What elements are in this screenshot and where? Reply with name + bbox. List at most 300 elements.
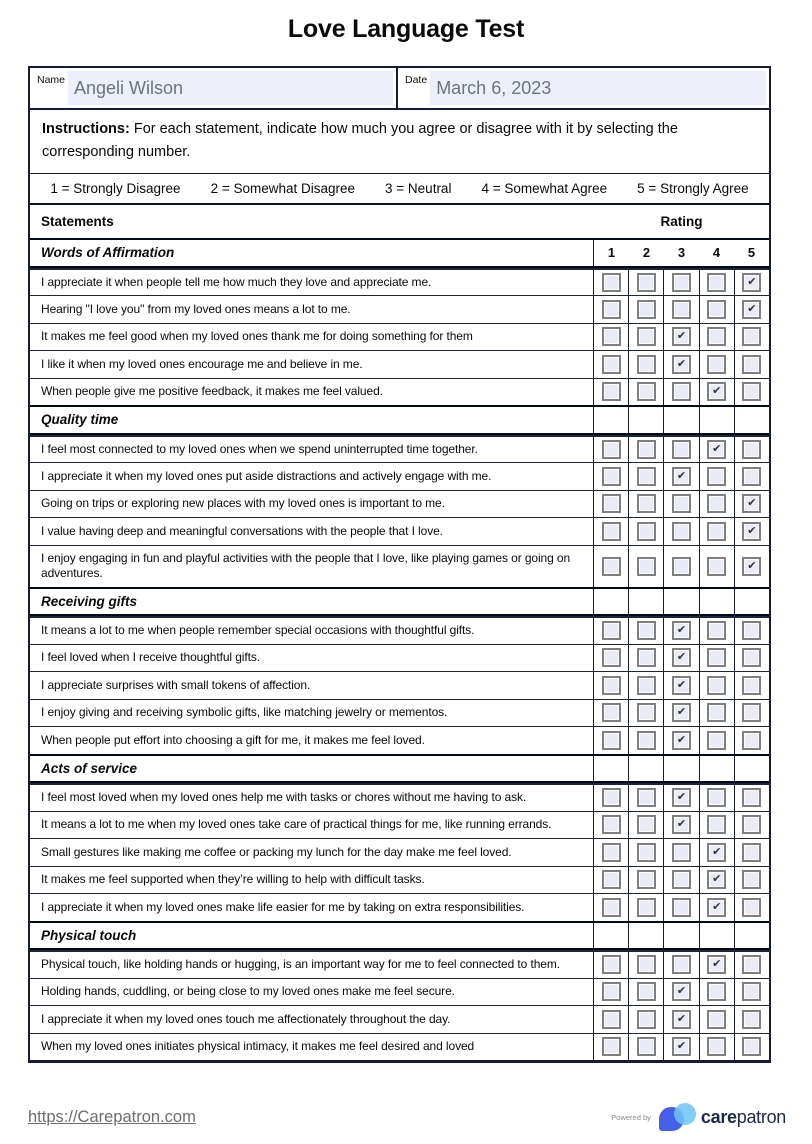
rating-checkbox-checked[interactable]: ✔ (672, 327, 691, 346)
statement-row (30, 644, 769, 672)
rating-cell (699, 437, 734, 463)
statement-row (30, 978, 769, 1006)
statement-text: Physical touch, like holding hands or hugging, is an important way for me to feel connected to them. (30, 952, 594, 978)
rating-cell (594, 518, 628, 545)
rating-cell (699, 727, 734, 754)
statement-row (30, 545, 769, 587)
rating-cell (594, 812, 628, 839)
section-header-row (30, 921, 769, 951)
rating-cell (594, 672, 628, 699)
rating-checkbox-checked[interactable]: ✔ (672, 731, 691, 750)
rating-checkbox[interactable] (707, 1010, 726, 1029)
rating-checkbox[interactable] (707, 815, 726, 834)
statement-row (30, 323, 769, 351)
statement-text: Hearing "I love you" from my loved ones means a lot to me. (30, 296, 594, 323)
rating-checkbox[interactable] (602, 494, 621, 513)
rating-checkbox[interactable] (637, 898, 656, 917)
rating-checkbox[interactable] (742, 355, 761, 374)
footer (28, 1102, 786, 1132)
rating-cell (628, 756, 663, 782)
rating-cell (628, 379, 663, 406)
rating-checkbox[interactable] (602, 982, 621, 1001)
rating-checkbox[interactable] (637, 955, 656, 974)
statement-text: It means a lot to me when people remember special occasions with thoughtful gifts. (30, 618, 594, 644)
statement-row (30, 616, 769, 644)
rating-cell (734, 700, 769, 727)
rating-cell (594, 727, 628, 754)
rating-checkbox[interactable] (742, 382, 761, 401)
rating-checkbox-checked[interactable]: ✔ (672, 982, 691, 1001)
rating-cell (663, 867, 698, 894)
column-number: 1 (607, 245, 616, 261)
rating-checkbox[interactable] (707, 522, 726, 541)
rating-cell (594, 1034, 628, 1061)
statement-text: Going on trips or exploring new places with my loved ones is important to me. (30, 491, 594, 518)
statement-text: I feel loved when I receive thoughtful gifts. (30, 645, 594, 672)
statement-row (30, 1005, 769, 1033)
rating-checkbox[interactable] (742, 327, 761, 346)
rating-checkbox[interactable] (637, 1037, 656, 1056)
statement-text: I appreciate it when people tell me how much they love and appreciate me. (30, 270, 594, 296)
rating-cell (699, 270, 734, 296)
rating-checkbox[interactable] (637, 621, 656, 640)
statement-row (30, 295, 769, 323)
rating-cell (628, 952, 663, 978)
rating-cell (699, 923, 734, 949)
rating-cell (699, 618, 734, 644)
rating-cell (594, 437, 628, 463)
rating-checkbox[interactable] (637, 494, 656, 513)
rating-cell (663, 923, 698, 949)
rating-checkbox-checked[interactable]: ✔ (672, 355, 691, 374)
rating-checkbox[interactable] (707, 300, 726, 319)
rating-checkbox[interactable] (602, 440, 621, 459)
rating-cell (594, 589, 628, 615)
rating-checkbox[interactable] (637, 355, 656, 374)
rating-checkbox[interactable] (707, 982, 726, 1001)
rating-checkbox[interactable] (602, 870, 621, 889)
rating-cell (594, 894, 628, 921)
rating-checkbox-checked[interactable]: ✔ (672, 703, 691, 722)
section-title: Quality time (30, 407, 594, 433)
rating-checkbox[interactable] (602, 676, 621, 695)
rating-cell (734, 727, 769, 754)
rating-checkbox[interactable] (707, 467, 726, 486)
rating-checkbox[interactable] (602, 557, 621, 576)
rating-checkbox[interactable] (637, 522, 656, 541)
statement-row (30, 838, 769, 866)
statement-row (30, 268, 769, 296)
rating-checkbox[interactable] (707, 648, 726, 667)
rating-checkbox-checked[interactable]: ✔ (672, 467, 691, 486)
statement-text: It means a lot to me when my loved ones take care of practical things for me, like running errands. (30, 812, 594, 839)
rating-checkbox[interactable] (672, 898, 691, 917)
rating-checkbox[interactable] (637, 327, 656, 346)
rating-cell (699, 324, 734, 351)
statement-text: I appreciate it when my loved ones make life easier for me by taking on extra responsibilities. (30, 894, 594, 921)
section-header-row (30, 754, 769, 784)
rating-checkbox[interactable] (602, 273, 621, 292)
rating-cell (734, 1034, 769, 1061)
rating-cell (699, 756, 734, 782)
statement-text: I appreciate surprises with small tokens of affection. (30, 672, 594, 699)
instructions-label: Instructions: (42, 121, 130, 137)
rating-cell (663, 645, 698, 672)
statement-text: When people give me positive feedback, it makes me feel valued. (30, 379, 594, 406)
rating-cell (628, 785, 663, 811)
rating-checkbox-checked[interactable]: ✔ (742, 557, 761, 576)
rating-checkbox[interactable] (707, 327, 726, 346)
rating-checkbox[interactable] (637, 676, 656, 695)
rating-checkbox[interactable] (672, 273, 691, 292)
rating-cell (699, 407, 734, 433)
rating-checkbox[interactable] (602, 355, 621, 374)
rating-checkbox[interactable] (707, 703, 726, 722)
rating-checkbox[interactable] (637, 982, 656, 1001)
rating-checkbox[interactable] (637, 703, 656, 722)
rating-checkbox[interactable] (672, 382, 691, 401)
rating-checkbox[interactable] (602, 382, 621, 401)
rating-cell (594, 923, 628, 949)
rating-checkbox-checked[interactable]: ✔ (672, 621, 691, 640)
date-cell (398, 68, 769, 108)
statement-text: I appreciate it when my loved ones put aside distractions and actively engage with me. (30, 463, 594, 490)
rating-checkbox[interactable] (672, 300, 691, 319)
rating-checkbox[interactable] (707, 557, 726, 576)
rating-cell (734, 491, 769, 518)
rating-checkbox[interactable] (742, 870, 761, 889)
carepatron-link[interactable]: https://Carepatron.com (28, 1107, 196, 1126)
rating-checkbox[interactable] (742, 843, 761, 862)
table-header-row (30, 205, 769, 238)
date-label: Date (405, 74, 428, 86)
section-header-row (30, 238, 769, 268)
rating-cell (734, 518, 769, 545)
rating-scale-legend (30, 174, 769, 205)
rating-checkbox[interactable] (742, 467, 761, 486)
rating-checkbox[interactable] (637, 815, 656, 834)
rating-checkbox[interactable] (672, 955, 691, 974)
rating-checkbox[interactable] (742, 731, 761, 750)
statement-text: I like it when my loved ones encourage me and believe in me. (30, 351, 594, 378)
rating-cell (628, 700, 663, 727)
name-cell (30, 68, 398, 108)
rating-checkbox[interactable] (637, 467, 656, 486)
section-title: Acts of service (30, 756, 594, 782)
statement-row (30, 783, 769, 811)
rating-checkbox[interactable] (707, 494, 726, 513)
rating-checkbox-checked[interactable]: ✔ (672, 788, 691, 807)
rating-checkbox-checked[interactable]: ✔ (742, 273, 761, 292)
rating-checkbox[interactable] (742, 440, 761, 459)
rating-checkbox-checked[interactable]: ✔ (672, 815, 691, 834)
rating-cell (628, 867, 663, 894)
rating-checkbox[interactable] (602, 703, 621, 722)
rating-cell (628, 324, 663, 351)
statement-text: It makes me feel supported when they’re willing to help with difficult tasks. (30, 867, 594, 894)
date-input[interactable]: March 6, 2023 (430, 71, 766, 105)
rating-cell (594, 270, 628, 296)
rating-cell (628, 463, 663, 490)
scale-legend-item: 3 = Neutral (385, 181, 452, 196)
rating-cell (663, 979, 698, 1006)
rating-cell (594, 785, 628, 811)
rating-cell (663, 518, 698, 545)
rating-checkbox-checked[interactable]: ✔ (707, 870, 726, 889)
rating-cell (663, 839, 698, 866)
rating-cell (699, 589, 734, 615)
rating-checkbox-checked[interactable]: ✔ (742, 300, 761, 319)
rating-checkbox[interactable] (742, 982, 761, 1001)
rating-cell (628, 407, 663, 433)
rating-cell (628, 645, 663, 672)
statement-text: Small gestures like making me coffee or packing my lunch for the day make me feel loved. (30, 839, 594, 866)
rating-checkbox[interactable] (672, 870, 691, 889)
powered-by-label: Powered by (611, 1112, 651, 1122)
rating-checkbox[interactable] (637, 382, 656, 401)
rating-cell (734, 645, 769, 672)
statement-text: It makes me feel good when my loved ones thank me for doing something for them (30, 324, 594, 351)
rating-cell (663, 589, 698, 615)
rating-checkbox-checked[interactable]: ✔ (707, 440, 726, 459)
rating-cell (663, 894, 698, 921)
rating-cell (628, 812, 663, 839)
name-label: Name (37, 74, 66, 86)
rating-cell (699, 894, 734, 921)
rating-cell (628, 589, 663, 615)
statement-row (30, 490, 769, 518)
rating-checkbox-checked[interactable]: ✔ (672, 648, 691, 667)
rating-checkbox[interactable] (672, 522, 691, 541)
form-document (28, 66, 771, 1063)
rating-cell (734, 324, 769, 351)
rating-checkbox[interactable] (707, 1037, 726, 1056)
rating-cell (594, 379, 628, 406)
rating-checkbox[interactable] (637, 870, 656, 889)
rating-cell (699, 672, 734, 699)
rating-cell (663, 952, 698, 978)
rating-cell (628, 546, 663, 587)
rating-cell (663, 491, 698, 518)
section-header-row (30, 587, 769, 617)
rating-cell (734, 407, 769, 433)
rating-cell (699, 463, 734, 490)
brand-name: carepatron (700, 1106, 786, 1127)
rating-checkbox[interactable] (602, 300, 621, 319)
statement-row (30, 378, 769, 406)
rating-header: Rating (660, 214, 703, 229)
rating-checkbox[interactable] (742, 955, 761, 974)
rating-cell (699, 1034, 734, 1061)
column-number: 4 (712, 245, 721, 261)
rating-checkbox[interactable] (602, 522, 621, 541)
rating-cell (734, 1006, 769, 1033)
rating-cell (663, 379, 698, 406)
statement-row (30, 517, 769, 545)
rating-checkbox[interactable] (672, 843, 691, 862)
column-number: 3 (677, 245, 686, 261)
rating-checkbox[interactable] (602, 467, 621, 486)
rating-cell (734, 756, 769, 782)
rating-cell (699, 839, 734, 866)
rating-checkbox[interactable] (602, 1010, 621, 1029)
rating-checkbox-checked[interactable]: ✔ (742, 522, 761, 541)
rating-checkbox[interactable] (602, 898, 621, 917)
rating-cell (734, 952, 769, 978)
rating-checkbox[interactable] (672, 440, 691, 459)
rating-checkbox[interactable] (742, 898, 761, 917)
rating-checkbox[interactable] (602, 788, 621, 807)
rating-checkbox[interactable] (602, 327, 621, 346)
rating-cell (628, 491, 663, 518)
rating-checkbox[interactable] (742, 1037, 761, 1056)
rating-cell (663, 756, 698, 782)
scale-legend-item: 1 = Strongly Disagree (50, 181, 181, 196)
rating-cell (628, 839, 663, 866)
rating-checkbox[interactable] (707, 676, 726, 695)
rating-checkbox-checked[interactable]: ✔ (672, 676, 691, 695)
rating-checkbox[interactable] (637, 731, 656, 750)
instructions-text: Instructions: For each statement, indicate how much you agree or disagree with it by selecting the corresponding number. (30, 110, 769, 174)
rating-checkbox[interactable] (602, 731, 621, 750)
rating-checkbox[interactable] (707, 788, 726, 807)
rating-cell (663, 618, 698, 644)
rating-cell (594, 324, 628, 351)
rating-cell (734, 867, 769, 894)
statement-text: I enjoy engaging in fun and playful activities with the people that I love, like playing games or going on adventures. (30, 546, 594, 587)
rating-checkbox-checked[interactable]: ✔ (707, 843, 726, 862)
statement-text: I enjoy giving and receiving symbolic gifts, like matching jewelry or mementos. (30, 700, 594, 727)
rating-cell (663, 270, 698, 296)
rating-checkbox-checked[interactable]: ✔ (707, 955, 726, 974)
statement-text: Holding hands, cuddling, or being close to my loved ones make me feel secure. (30, 979, 594, 1006)
rating-cell (699, 379, 734, 406)
rating-cell (663, 407, 698, 433)
rating-checkbox[interactable] (707, 273, 726, 292)
rating-cell (734, 379, 769, 406)
rating-checkbox[interactable] (637, 273, 656, 292)
statement-row (30, 462, 769, 490)
rating-cell (734, 894, 769, 921)
rating-cell (699, 952, 734, 978)
rating-checkbox-checked[interactable]: ✔ (707, 382, 726, 401)
rating-cell (734, 589, 769, 615)
rating-cell (734, 463, 769, 490)
carepatron-logo-icon (659, 1102, 699, 1132)
rating-cell (734, 923, 769, 949)
rating-checkbox[interactable] (637, 788, 656, 807)
rating-checkbox[interactable] (672, 494, 691, 513)
rating-cell (628, 437, 663, 463)
rating-checkbox[interactable] (637, 1010, 656, 1029)
statements-header: Statements (41, 214, 114, 229)
rating-cell (734, 839, 769, 866)
rating-cell (699, 491, 734, 518)
rating-checkbox[interactable] (637, 648, 656, 667)
rating-checkbox-checked[interactable]: ✔ (707, 898, 726, 917)
rating-checkbox[interactable] (707, 355, 726, 374)
name-input[interactable]: Angeli Wilson (68, 71, 393, 105)
rating-cell (663, 785, 698, 811)
rating-cell (594, 491, 628, 518)
rating-cell (699, 785, 734, 811)
statement-row (30, 726, 769, 754)
scale-legend-item: 2 = Somewhat Disagree (210, 181, 356, 196)
statement-row (30, 1033, 769, 1061)
rating-checkbox[interactable] (602, 648, 621, 667)
rating-cell (594, 952, 628, 978)
rating-checkbox[interactable] (707, 731, 726, 750)
rating-cell (734, 785, 769, 811)
rating-checkbox[interactable] (602, 621, 621, 640)
page-title: Love Language Test (287, 15, 525, 43)
rating-cell (594, 351, 628, 378)
rating-checkbox[interactable] (672, 557, 691, 576)
section-title: Receiving gifts (30, 589, 594, 615)
rating-cell (699, 645, 734, 672)
rating-cell (699, 812, 734, 839)
rating-cell (663, 727, 698, 754)
rating-checkbox[interactable] (742, 1010, 761, 1029)
rating-cell (594, 839, 628, 866)
rating-cell (628, 518, 663, 545)
rating-cell (734, 979, 769, 1006)
rating-cell (594, 407, 628, 433)
column-number: 2 (642, 245, 651, 261)
rating-cell (663, 700, 698, 727)
rating-cell (628, 672, 663, 699)
rating-cell (628, 1034, 663, 1061)
rating-checkbox[interactable] (742, 676, 761, 695)
statement-row (30, 435, 769, 463)
rating-checkbox[interactable] (742, 703, 761, 722)
rating-cell (699, 979, 734, 1006)
rating-checkbox[interactable] (637, 843, 656, 862)
rating-cell (628, 270, 663, 296)
rating-checkbox-checked[interactable]: ✔ (672, 1010, 691, 1029)
rating-checkbox[interactable] (637, 440, 656, 459)
scale-legend-item: 5 = Strongly Agree (637, 181, 749, 196)
section-title: Words of Affirmation (30, 240, 594, 266)
rating-cell (734, 437, 769, 463)
rating-checkbox[interactable] (602, 843, 621, 862)
rating-checkbox[interactable] (637, 557, 656, 576)
statement-text: I feel most loved when my loved ones help me with tasks or chores without me having to ask. (30, 785, 594, 811)
rating-checkbox[interactable] (602, 1037, 621, 1056)
rating-cell (734, 351, 769, 378)
rating-checkbox[interactable] (602, 815, 621, 834)
rating-cell (663, 324, 698, 351)
rating-checkbox-checked[interactable]: ✔ (742, 494, 761, 513)
rating-checkbox[interactable] (742, 815, 761, 834)
rating-cell (628, 979, 663, 1006)
rating-checkbox-checked[interactable]: ✔ (672, 1037, 691, 1056)
rating-checkbox[interactable] (707, 621, 726, 640)
logo-circle-shape (674, 1103, 696, 1125)
rating-checkbox[interactable] (742, 788, 761, 807)
rating-cell (734, 546, 769, 587)
rating-cell (594, 756, 628, 782)
rating-cell (628, 351, 663, 378)
rating-checkbox[interactable] (742, 648, 761, 667)
rating-checkbox[interactable] (602, 955, 621, 974)
rating-cell (663, 463, 698, 490)
rating-checkbox[interactable] (637, 300, 656, 319)
rating-cell (699, 867, 734, 894)
statements-table-body (30, 238, 769, 1060)
rating-cell (699, 700, 734, 727)
rating-checkbox[interactable] (742, 621, 761, 640)
